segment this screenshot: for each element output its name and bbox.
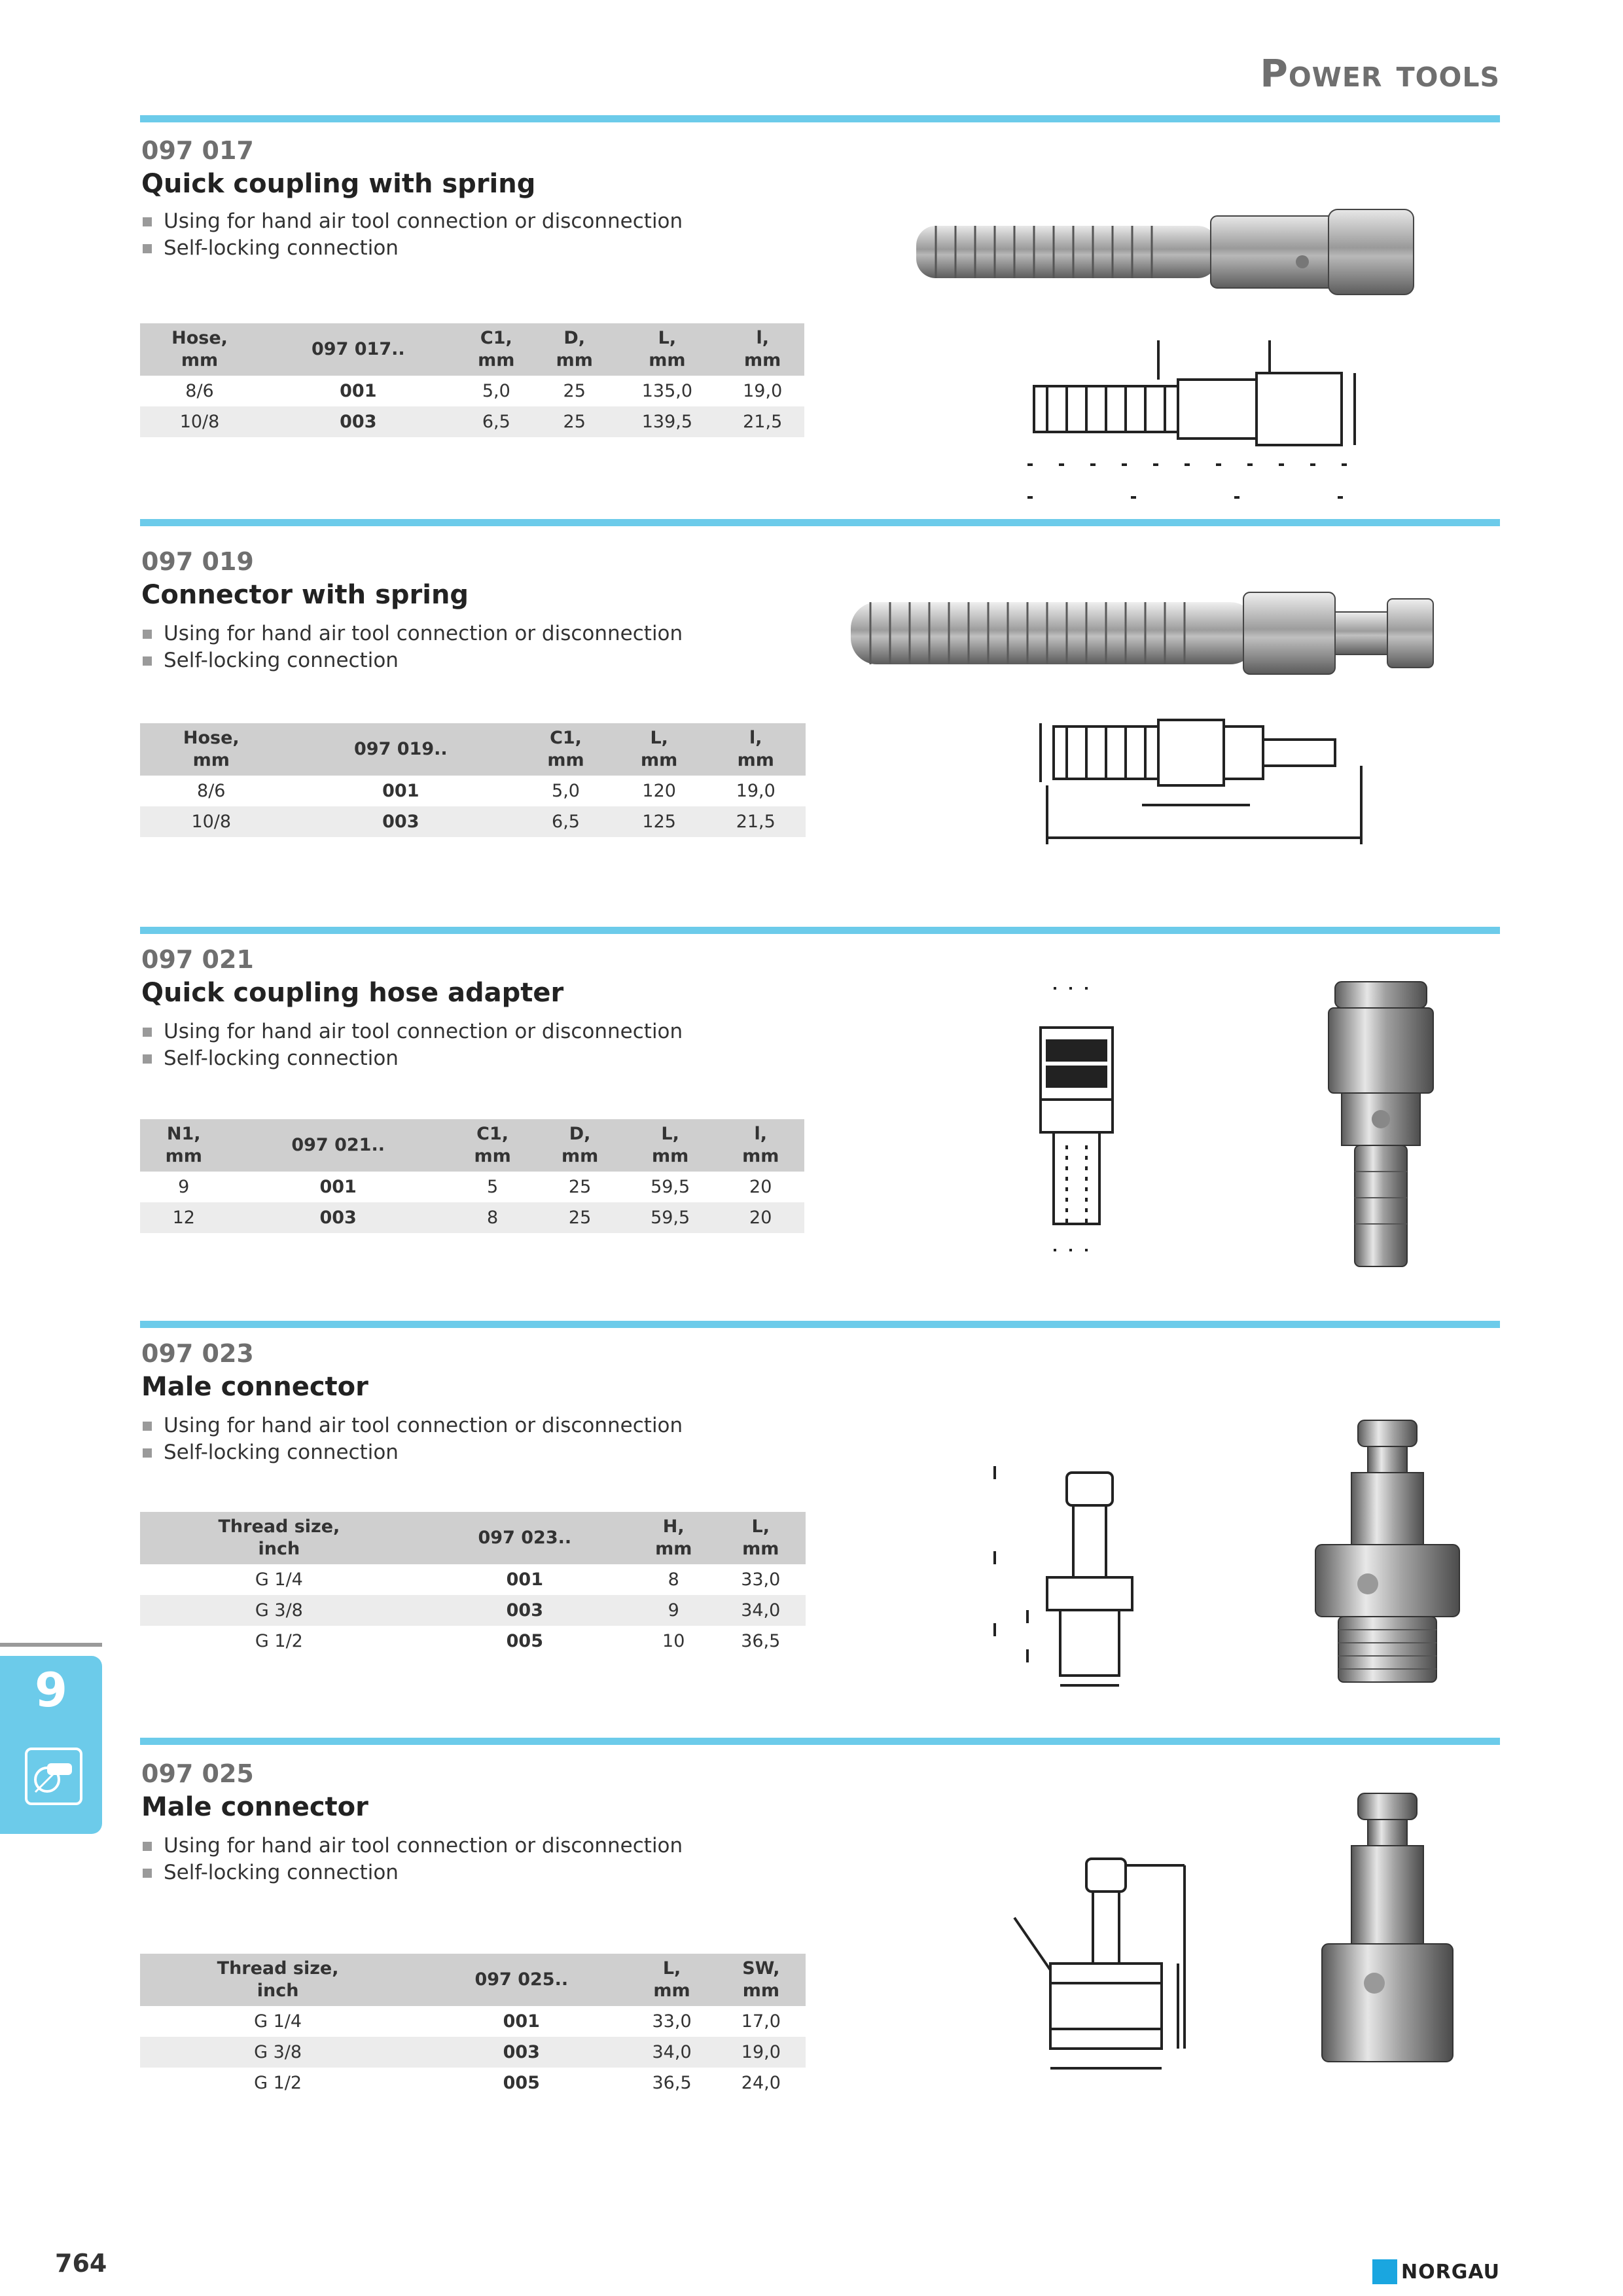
column-header: 097 021.. (228, 1119, 449, 1172)
column-header: Thread size, inch (140, 1512, 418, 1564)
table-cell: 10 (662, 1631, 685, 1651)
table-cell: G 1/2 (254, 2073, 302, 2093)
column-header: D, mm (536, 1119, 624, 1172)
table-cell: 8/6 (185, 381, 214, 401)
table-cell: 135,0 (641, 381, 693, 401)
section-divider (140, 115, 1500, 122)
table-cell: G 1/4 (254, 2011, 302, 2032)
table-cell: 9 (178, 1177, 190, 1197)
column-header: H, mm (632, 1512, 716, 1564)
page-header-title: Power tools (1260, 51, 1500, 96)
table-cell: 003 (228, 1202, 449, 1233)
table-cell: 8 (449, 1202, 537, 1233)
bullet-square-icon (143, 244, 152, 253)
technical-drawing (988, 975, 1178, 1263)
column-header: L, mm (627, 1954, 716, 2006)
technical-drawing (982, 1460, 1191, 1695)
table-cell: 5,0 (482, 381, 510, 401)
table-row (140, 776, 806, 806)
section-code: 097 017 (141, 136, 254, 165)
bullet-square-icon (143, 1028, 152, 1037)
table-cell: 001 (340, 381, 377, 401)
column-header: L, mm (613, 723, 706, 776)
table-cell: G 1/4 (255, 1570, 303, 1590)
spec-table (140, 1119, 804, 1233)
section-title: Male connector (141, 1372, 368, 1402)
table-cell: 25 (568, 1177, 592, 1197)
column-header: C1, mm (449, 1119, 537, 1172)
bullet-square-icon (143, 630, 152, 639)
feature-item: Self-locking connection (143, 647, 683, 674)
section-divider (140, 927, 1500, 934)
table-cell: 12 (140, 1202, 228, 1233)
table-cell: 36,5 (652, 2073, 692, 2093)
table-header-row (140, 1119, 804, 1172)
column-header: SW, mm (717, 1954, 806, 2006)
table-cell: 001 (382, 781, 419, 801)
table-row (140, 2037, 806, 2068)
table-cell: 21,5 (721, 406, 804, 437)
column-header: L, mm (613, 323, 721, 376)
column-header: l, mm (717, 1119, 804, 1172)
table-row (140, 806, 806, 837)
feature-list (143, 1412, 683, 1466)
table-cell: 6,5 (519, 806, 613, 837)
section-title: Male connector (141, 1792, 368, 1822)
column-header: N1, mm (140, 1119, 228, 1172)
table-row (140, 376, 804, 406)
table-row (140, 2006, 806, 2037)
table-cell: 33,0 (741, 1570, 781, 1590)
table-cell: 20 (717, 1202, 804, 1233)
technical-drawing (988, 1846, 1211, 2081)
table-cell: 003 (418, 1595, 632, 1626)
table-cell: 10/8 (140, 406, 259, 437)
chapter-number: 9 (34, 1662, 68, 1717)
table-cell: 24,0 (741, 2073, 781, 2093)
table-cell: 8/6 (197, 781, 226, 801)
column-header: l, mm (706, 723, 806, 776)
feature-list (143, 208, 683, 262)
product-photo (1302, 1414, 1472, 1689)
chapter-tab[interactable] (0, 1656, 102, 1834)
table-row (140, 1595, 806, 1626)
product-photo (1309, 975, 1453, 1270)
feature-item: Self-locking connection (143, 1439, 683, 1466)
column-header: C1, mm (519, 723, 613, 776)
table-header-row (140, 323, 804, 376)
section-code: 097 019 (141, 547, 254, 576)
section-divider (140, 519, 1500, 526)
product-photo (910, 190, 1446, 314)
table-cell: 25 (536, 1202, 624, 1233)
column-header: 097 019.. (283, 723, 520, 776)
table-cell: 19,0 (736, 781, 776, 801)
technical-drawing (995, 681, 1374, 851)
section-title: Quick coupling hose adapter (141, 978, 564, 1008)
table-cell: 003 (283, 806, 520, 837)
table-cell: 001 (506, 1570, 544, 1590)
table-row (140, 406, 804, 437)
table-cell: 25 (563, 381, 586, 401)
technical-drawing (1001, 321, 1400, 511)
table-cell: 003 (259, 406, 457, 437)
table-cell: 25 (535, 406, 613, 437)
side-tab-rule (0, 1643, 102, 1647)
table-cell: 005 (506, 1631, 544, 1651)
table-cell: 5,0 (552, 781, 580, 801)
feature-item: Using for hand air tool connection or disconnection (143, 208, 683, 235)
table-cell: 003 (416, 2037, 627, 2068)
bullet-square-icon (143, 656, 152, 666)
table-cell: 120 (642, 781, 676, 801)
column-header: D, mm (535, 323, 613, 376)
table-cell: 19,0 (743, 381, 783, 401)
table-cell: 10/8 (140, 806, 283, 837)
page-number: 764 (55, 2249, 107, 2278)
table-cell: 001 (319, 1177, 357, 1197)
bullet-square-icon (143, 1448, 152, 1458)
table-cell: 17,0 (741, 2011, 781, 2032)
section-title: Connector with spring (141, 580, 469, 610)
table-cell: 59,5 (624, 1202, 717, 1233)
column-header: L, mm (716, 1512, 806, 1564)
feature-list (143, 1833, 683, 1886)
section-code: 097 025 (141, 1759, 254, 1788)
column-header: 097 025.. (416, 1954, 627, 2006)
bullet-square-icon (143, 1422, 152, 1431)
product-photo (1309, 1787, 1466, 2075)
bullet-square-icon (143, 1869, 152, 1878)
table-cell: 139,5 (613, 406, 721, 437)
feature-item: Self-locking connection (143, 1859, 683, 1886)
table-row (140, 1202, 804, 1233)
table-cell: 5 (487, 1177, 499, 1197)
spec-table (140, 1954, 806, 2098)
product-photo (851, 583, 1453, 681)
feature-item: Self-locking connection (143, 235, 683, 262)
table-cell: 59,5 (651, 1177, 690, 1197)
table-header-row (140, 1954, 806, 2006)
feature-item: Self-locking connection (143, 1045, 683, 1072)
section-title: Quick coupling with spring (141, 169, 536, 199)
section-divider (140, 1321, 1500, 1328)
bullet-square-icon (143, 1842, 152, 1851)
feature-item: Using for hand air tool connection or disconnection (143, 1412, 683, 1439)
table-cell: 36,5 (741, 1631, 781, 1651)
section-code: 097 023 (141, 1339, 254, 1368)
table-row (140, 1172, 804, 1202)
table-cell: G 3/8 (140, 1595, 418, 1626)
column-header: L, mm (624, 1119, 717, 1172)
column-header: Thread size, inch (140, 1954, 416, 2006)
spec-table (140, 323, 804, 437)
feature-item: Using for hand air tool connection or disconnection (143, 1833, 683, 1859)
brand-name: NORGAU (1401, 2260, 1500, 2284)
table-cell: 001 (503, 2011, 540, 2032)
table-cell: 21,5 (706, 806, 806, 837)
column-header: 097 023.. (418, 1512, 632, 1564)
table-cell: 125 (613, 806, 706, 837)
table-cell: G 3/8 (140, 2037, 416, 2068)
table-row (140, 2068, 806, 2098)
table-cell: 34,0 (627, 2037, 716, 2068)
table-row (140, 1564, 806, 1595)
grinder-icon (25, 1748, 82, 1805)
table-cell: 19,0 (717, 2037, 806, 2068)
section-code: 097 021 (141, 945, 254, 974)
column-header: l, mm (721, 323, 804, 376)
feature-item: Using for hand air tool connection or disconnection (143, 1018, 683, 1045)
column-header: 097 017.. (259, 323, 457, 376)
spec-table (140, 1512, 806, 1657)
spec-table (140, 723, 806, 837)
bullet-square-icon (143, 217, 152, 226)
feature-item: Using for hand air tool connection or disconnection (143, 620, 683, 647)
table-cell: 20 (749, 1177, 772, 1197)
bullet-square-icon (143, 1054, 152, 1064)
table-cell: G 1/2 (255, 1631, 303, 1651)
brand-logo (1372, 2259, 1500, 2284)
column-header: Hose, mm (140, 323, 259, 376)
section-divider (140, 1738, 1500, 1745)
table-header-row (140, 1512, 806, 1564)
table-cell: 005 (503, 2073, 540, 2093)
table-row (140, 1626, 806, 1657)
table-cell: 6,5 (457, 406, 535, 437)
column-header: C1, mm (457, 323, 535, 376)
feature-list (143, 1018, 683, 1072)
feature-list (143, 620, 683, 674)
table-header-row (140, 723, 806, 776)
table-cell: 33,0 (652, 2011, 692, 2032)
table-cell: 34,0 (716, 1595, 806, 1626)
column-header: Hose, mm (140, 723, 283, 776)
brand-square-icon (1372, 2259, 1397, 2284)
table-cell: 9 (632, 1595, 716, 1626)
table-cell: 8 (668, 1570, 679, 1590)
